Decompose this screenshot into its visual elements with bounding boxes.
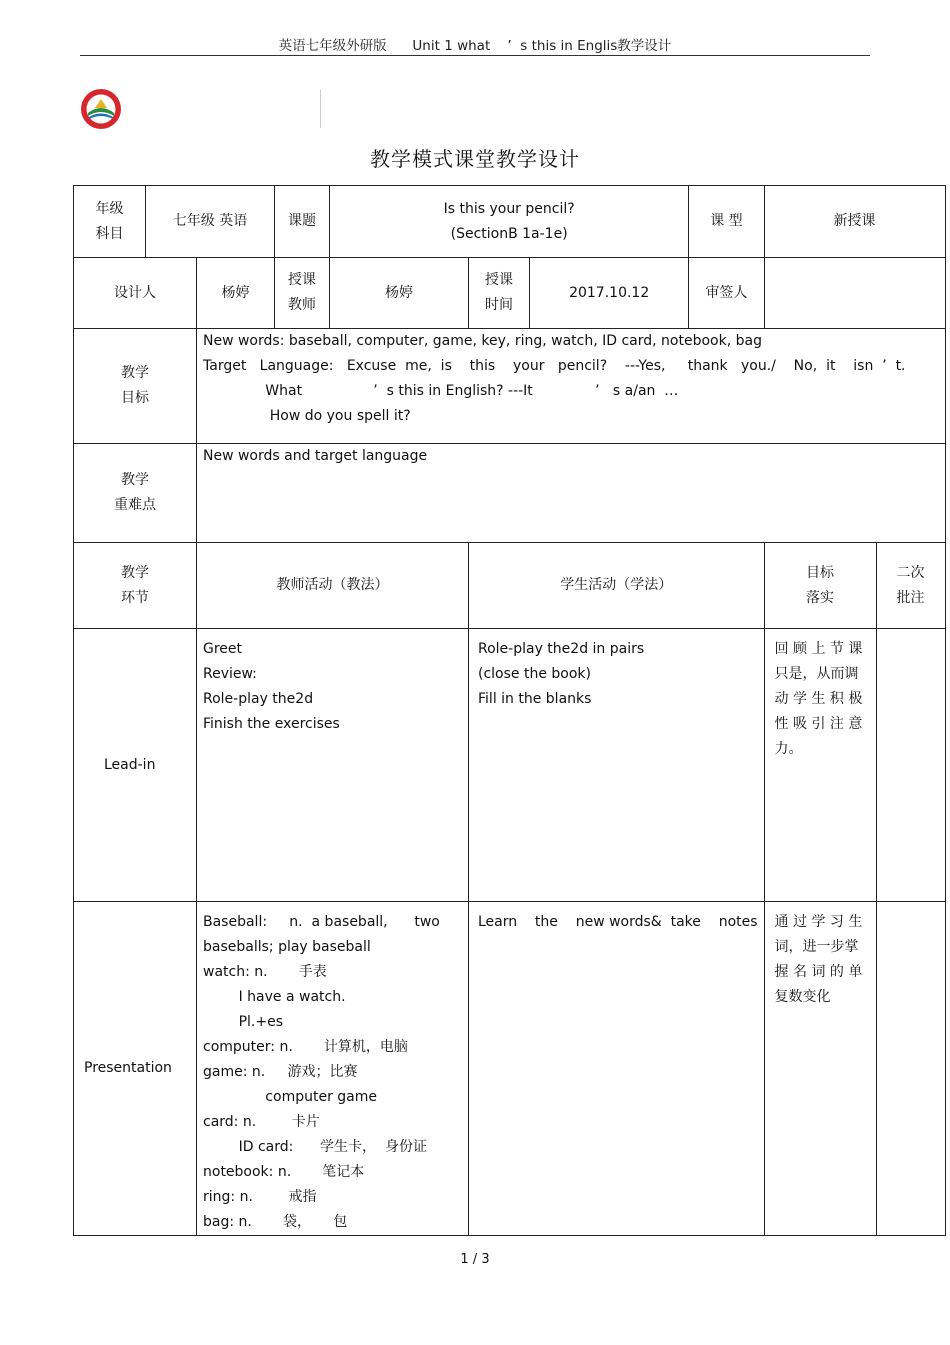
stage-name: Lead-in xyxy=(74,629,197,902)
second-note xyxy=(876,629,945,902)
objectives-label: 教学 目标 xyxy=(74,329,197,444)
goal-achievement: 回 顾 上 节 课 只是，从而调 动 学 生 积 极 性 吸 引 注 意 力。 xyxy=(764,629,876,902)
info-row-1 xyxy=(74,186,946,258)
key-points-row xyxy=(74,444,946,543)
topic-value: Is this your pencil? (SectionB 1a-1e) xyxy=(330,186,689,258)
page-title: 教学模式课堂教学设计 xyxy=(370,147,580,171)
grade-subject-value: 七年级 英语 xyxy=(146,186,275,258)
type-label: 课 型 xyxy=(689,186,764,258)
teacher-activity: Baseball: n. a baseball, two baseballs; play baseball watch: n. 手表 I have a watch. Pl.+es computer: n. 计算机，电脑 game: n. 游戏；比赛 computer game card: n. 卡片 ID card: 学生卡， 身份证 notebook: n. 笔记本 ring: n. 戒指 bag: n. 袋， 包 xyxy=(197,902,469,1236)
key-points-label: 教学 重难点 xyxy=(74,444,197,543)
student-column-header: 学生活动（学法） xyxy=(469,543,765,629)
info-row-2 xyxy=(74,258,946,329)
objectives-row xyxy=(74,329,946,444)
stage-column-header: 教学 环节 xyxy=(74,543,197,629)
second-note xyxy=(876,902,945,1236)
student-activity: Role-play the2d in pairs (close the book) Fill in the blanks xyxy=(469,629,765,902)
logo-divider xyxy=(320,90,321,128)
key-points-content: New words and target language xyxy=(197,444,946,543)
time-value: 2017.10.12 xyxy=(530,258,689,329)
reviewer-label: 审签人 xyxy=(689,258,764,329)
teacher-column-header: 教师活动（教法） xyxy=(197,543,469,629)
designer-label: 设计人 xyxy=(74,258,197,329)
school-logo-icon xyxy=(80,88,122,130)
topic-label: 课题 xyxy=(275,186,330,258)
goal-column-header: 目标 落实 xyxy=(764,543,876,629)
teacher-value: 杨婷 xyxy=(330,258,469,329)
page-number: 1 / 3 xyxy=(460,1252,490,1267)
lesson-plan-table xyxy=(73,185,946,1236)
teacher-label: 授课 教师 xyxy=(275,258,330,329)
second-note-column-header: 二次 批注 xyxy=(876,543,945,629)
student-activity: Learn the new words& take notes xyxy=(469,902,765,1236)
time-label: 授课 时间 xyxy=(469,258,530,329)
header-rule xyxy=(80,55,870,56)
column-header-row xyxy=(74,543,946,629)
reviewer-value xyxy=(764,258,945,329)
objectives-content: New words: baseball, computer, game, key, ring, watch, ID card, notebook, bag Target Language: Excuse me, is this your pencil? ---Yes, thank you./ No, it isn ’ t. What ’ s this in English? ---It ’ s a/an … How do you spell it? xyxy=(197,329,946,444)
goal-achievement: 通 过 学 习 生 词，进一步掌 握 名 词 的 单 复数变化 xyxy=(764,902,876,1236)
grade-subject-label: 年级 科目 xyxy=(74,186,146,258)
designer-value: 杨婷 xyxy=(197,258,275,329)
type-value: 新授课 xyxy=(764,186,945,258)
stage-row-lead-in xyxy=(74,629,946,902)
stage-name: Presentation xyxy=(74,902,197,1236)
teacher-activity: Greet Review: Role-play the2d Finish the exercises xyxy=(197,629,469,902)
stage-row-presentation xyxy=(74,902,946,1236)
page-header: 英语七年级外研版 Unit 1 what ’ s this in Englis教学设计 xyxy=(278,38,672,54)
